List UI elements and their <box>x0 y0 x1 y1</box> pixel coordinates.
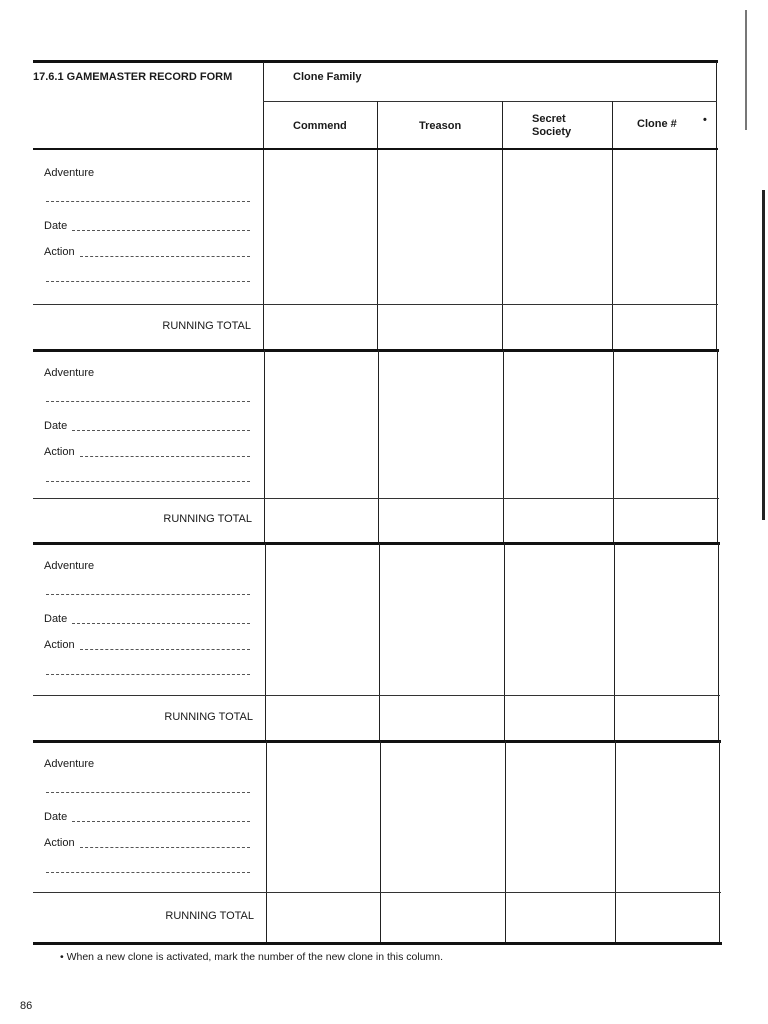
col-divider-1 <box>377 101 378 149</box>
block-column-line <box>612 150 613 349</box>
date-label: Date <box>44 811 68 823</box>
action-write-line[interactable] <box>80 256 250 257</box>
block-column-line <box>380 741 381 942</box>
col-divider-3 <box>612 101 613 149</box>
column-header-treason: Treason <box>419 120 462 132</box>
date-label: Date <box>44 220 68 232</box>
clone-family-label: Clone Family <box>293 71 362 83</box>
footnote: • When a new clone is activated, mark the number of the new clone in this column. <box>60 951 444 963</box>
action-write-line[interactable] <box>80 649 250 650</box>
column-header-clone-number: Clone # <box>637 118 677 130</box>
action-extra-write-line[interactable] <box>46 674 250 675</box>
block-bottom-rule <box>33 542 720 545</box>
action-label: Action <box>44 446 75 458</box>
running-total-label: RUNNING TOTAL <box>162 320 251 332</box>
block-column-line <box>613 350 614 542</box>
block-column-line <box>614 543 615 740</box>
adventure-write-line[interactable] <box>46 792 250 793</box>
column-header-commend: Commend <box>293 120 347 132</box>
running-total-label: RUNNING TOTAL <box>165 910 254 922</box>
adventure-write-line[interactable] <box>46 401 250 402</box>
adventure-write-line[interactable] <box>46 594 250 595</box>
action-extra-write-line[interactable] <box>46 481 250 482</box>
adventure-label: Adventure <box>44 167 95 179</box>
block-bottom-rule <box>33 740 721 743</box>
block-column-line <box>716 150 717 349</box>
running-total-label: RUNNING TOTAL <box>164 711 253 723</box>
adventure-label: Adventure <box>44 758 95 770</box>
adventure-label: Adventure <box>44 560 95 572</box>
block-column-line <box>266 741 267 942</box>
action-write-line[interactable] <box>80 847 250 848</box>
page-number: 86 <box>20 1000 33 1012</box>
column-header-secret-society-2: Society <box>532 126 572 138</box>
block-bottom-rule <box>33 942 722 945</box>
header-bottom-rule <box>33 148 718 150</box>
running-total-rule <box>33 695 720 696</box>
block-column-line <box>505 741 506 942</box>
date-label: Date <box>44 420 68 432</box>
action-extra-write-line[interactable] <box>46 281 250 282</box>
block-column-line <box>265 543 266 740</box>
running-total-label: RUNNING TOTAL <box>163 513 252 525</box>
running-total-rule <box>33 304 718 305</box>
block-column-line <box>717 350 718 542</box>
clone-footnote-marker: • <box>703 114 707 126</box>
running-total-rule <box>33 892 721 893</box>
block-column-line <box>719 741 720 942</box>
block-column-line <box>718 543 719 740</box>
block-column-line <box>503 350 504 542</box>
date-write-line[interactable] <box>72 623 250 624</box>
action-label: Action <box>44 837 75 849</box>
date-label: Date <box>44 613 68 625</box>
scan-edge-dot <box>745 10 747 130</box>
block-column-line <box>615 741 616 942</box>
action-label: Action <box>44 246 75 258</box>
date-write-line[interactable] <box>72 230 250 231</box>
block-column-line <box>264 350 265 542</box>
block-column-line <box>378 350 379 542</box>
column-header-secret-society-1: Secret <box>532 113 566 125</box>
block-column-line <box>379 543 380 740</box>
block-column-line <box>502 150 503 349</box>
adventure-label: Adventure <box>44 367 95 379</box>
block-column-line <box>263 150 264 349</box>
header-right-border <box>716 62 717 150</box>
form-title: 17.6.1 GAMEMASTER RECORD FORM <box>33 71 233 83</box>
clone-family-rule <box>263 101 717 102</box>
running-total-rule <box>33 498 719 499</box>
block-column-line <box>377 150 378 349</box>
action-extra-write-line[interactable] <box>46 872 250 873</box>
header-divider <box>263 62 264 150</box>
action-label: Action <box>44 639 75 651</box>
adventure-write-line[interactable] <box>46 201 250 202</box>
date-write-line[interactable] <box>72 821 250 822</box>
col-divider-2 <box>502 101 503 149</box>
block-column-line <box>504 543 505 740</box>
action-write-line[interactable] <box>80 456 250 457</box>
block-bottom-rule <box>33 349 719 352</box>
scan-edge-bar <box>762 190 765 520</box>
top-rule <box>33 60 718 63</box>
date-write-line[interactable] <box>72 430 250 431</box>
